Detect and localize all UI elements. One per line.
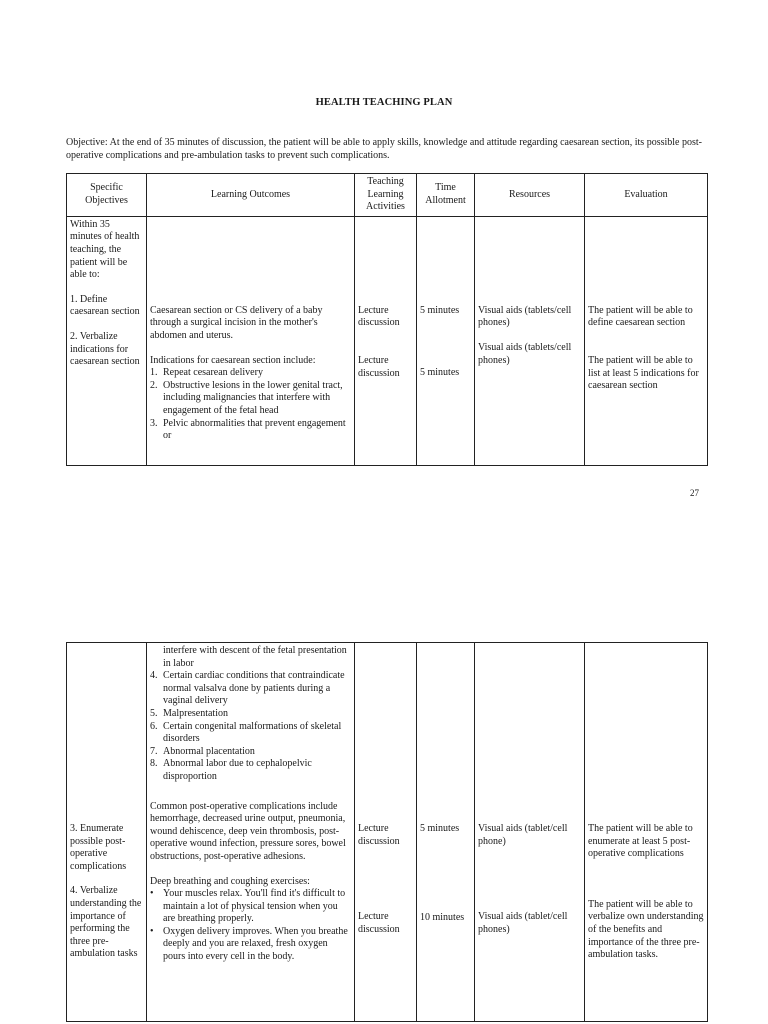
resources-4: Visual aids (tablet/cell phones) (478, 911, 568, 935)
header-time-allotment: Time Allotment (417, 174, 475, 217)
table-row (67, 643, 708, 1022)
activity-1: Lecture discussion (358, 304, 400, 329)
table-row (67, 216, 708, 465)
header-learning-outcomes: Learning Outcomes (147, 174, 355, 217)
resources-3: Visual aids (tablet/cell phone) (478, 823, 568, 847)
list-item: 3. Pelvic abnormalities that prevent engagement or (150, 417, 346, 442)
evaluation-2: The patient will be able to list at least 5 indications for caesarean section (588, 354, 699, 392)
evaluation-1: The patient will be able to define caesarean section (588, 304, 693, 329)
time-1: 5 minutes (420, 304, 460, 316)
activity-2: Lecture discussion (358, 354, 400, 379)
teaching-plan-table-page2 (66, 642, 708, 1022)
list-item: • Oxygen delivery improves. When you breathe deeply and you are relaxed, fresh oxygen pours into every cell in the body. (150, 925, 348, 963)
outcome-2-intro: Indications for caesarean section include: (150, 354, 316, 366)
list-item: 4. Certain cardiac conditions that contraindicate normal valsalva done by patients during a vaginal delivery (150, 670, 345, 707)
header-evaluation: Evaluation (585, 174, 708, 217)
objective-4: 4. Verbalize understanding the importance of performing the three pre-ambulation tasks (70, 885, 142, 960)
specific-objectives-cell (67, 216, 147, 465)
time-2: 5 minutes (420, 367, 460, 379)
objective-1: 1. Define caesarean section (70, 293, 140, 318)
indications-list (150, 367, 351, 443)
evaluation-cell (585, 216, 708, 465)
list-item: 1. Repeat cesarean delivery (150, 367, 263, 379)
page-number: 27 (690, 488, 699, 498)
outcome-3: Common post-operative complications include hemorrhage, decreased urine output, pneumonia, wound dehiscence, deep vein thrombosis, post-operative wound infection, pressure sores, bowel obstructions, post-operative adhesions. (150, 800, 346, 862)
header-resources: Resources (475, 174, 585, 217)
activity-3: Lecture discussion (358, 823, 400, 847)
resources-cell (475, 643, 585, 1022)
resources-cell (475, 216, 585, 465)
objective-3: 3. Enumerate possible post-operative complications (70, 823, 127, 872)
list-item: • Your muscles relax. You'll find it's difficult to maintain a lot of physical tension when you are breathing properly. (150, 888, 346, 925)
time-4: 10 minutes (420, 911, 465, 923)
teaching-activities-cell (355, 643, 417, 1022)
table-header-row (67, 174, 708, 217)
outcome-4-intro: Deep breathing and coughing exercises: (150, 875, 310, 887)
time-allotment-cell (417, 216, 475, 465)
learning-outcomes-cell (147, 216, 355, 465)
list-item: 6. Certain congenital malformations of skeletal disorders (150, 720, 342, 745)
page-title: HEALTH TEACHING PLAN (315, 97, 453, 108)
list-item: 2. Obstructive lesions in the lower genital tract, including malignancies that interfere with engagement of the fetal head (150, 379, 343, 416)
activity-4: Lecture discussion (358, 911, 400, 935)
teaching-plan-table-page1 (66, 173, 708, 466)
header-specific-objectives: Specific Objectives (67, 174, 147, 217)
resources-2: Visual aids (tablets/cell phones) (478, 341, 572, 366)
teaching-activities-cell (355, 216, 417, 465)
objective-paragraph: Objective: At the end of 35 minutes of discussion, the patient will be able to apply skills, knowledge and attitude regarding caesarean section, its possible post-operative complications and pre-ambulation tasks to prevent such complications. (66, 137, 702, 161)
evaluation-cell (585, 643, 708, 1022)
outcome-1: Caesarean section or CS delivery of a baby through a surgical incision in the mother's abdomen and uterus. (150, 304, 323, 341)
time-allotment-cell (417, 643, 475, 1022)
specific-objectives-cell (67, 643, 147, 1022)
continued-text: interfere with descent of the fetal presentation in labor (163, 645, 347, 669)
intro-text: Within 35 minutes of health teaching, the patient will be able to: (70, 218, 140, 281)
indications-list-continued (150, 670, 351, 783)
list-item: 7. Abnormal placentation (150, 745, 255, 757)
evaluation-4: The patient will be able to verbalize own understanding of the benefits and importance of the three pre-ambulation tasks. (588, 898, 704, 961)
resources-1: Visual aids (tablets/cell phones) (478, 304, 572, 329)
learning-outcomes-cell (147, 643, 355, 1022)
evaluation-3: The patient will be able to enumerate at least 5 post-operative complications (588, 823, 693, 860)
time-3: 5 minutes (420, 823, 460, 834)
header-teaching-activities: Teaching Learning Activities (355, 174, 417, 217)
exercise-bullets (150, 888, 351, 964)
objective-2: 2. Verbalize indications for caesarean section (70, 330, 140, 368)
list-item: 5. Malpresentation (150, 707, 228, 719)
list-item: 8. Abnormal labor due to cephalopelvic disproportion (150, 758, 312, 782)
